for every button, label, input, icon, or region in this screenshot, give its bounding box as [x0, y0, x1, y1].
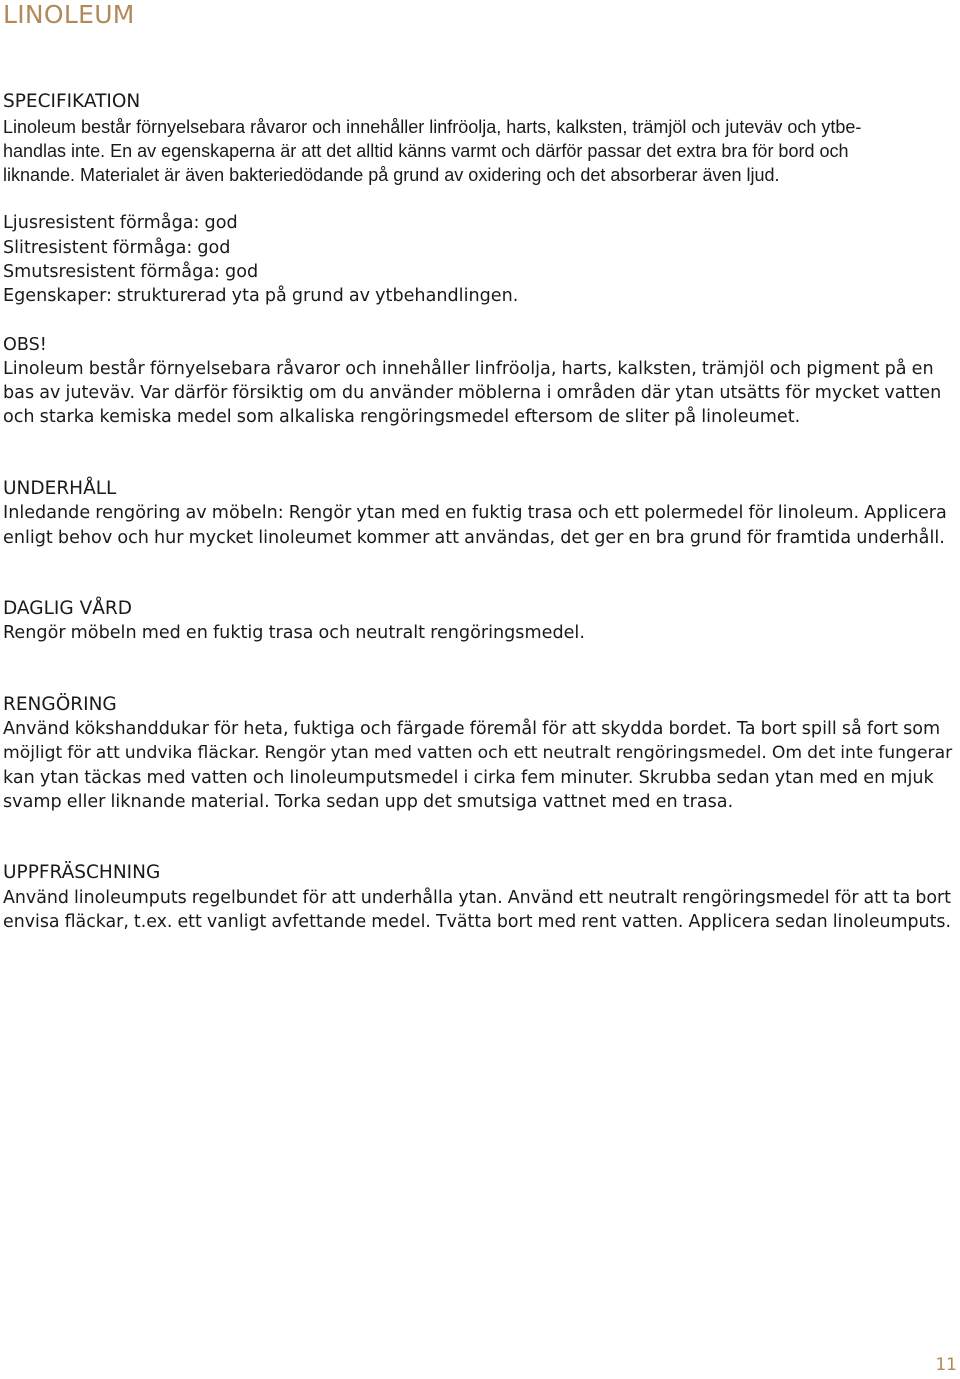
section-rengoring: [3, 693, 958, 815]
uppfraschning-line: Använd linoleumputs regelbundet för att underhålla ytan. Använd ett neutralt rengöringsmedel för att ta bort: [3, 887, 951, 908]
section-heading-underhall: UNDERHÅLL: [3, 477, 117, 499]
section-heading-daglig-vard: DAGLIG VÅRD: [3, 597, 132, 619]
uppfraschning-line: envisa fläckar, t.ex. ett vanligt avfettande medel. Tvätta bort med rent vatten. Applicera sedan linoleumputs.: [3, 912, 951, 933]
rengoring-line: möjligt för att undvika fläckar. Rengör ytan med vatten och ett neutralt rengöringsmedel. Om det inte fungerar: [3, 743, 953, 764]
property-light-resistance: Ljusresistent förmåga: god: [3, 213, 238, 234]
rengoring-text: [3, 717, 958, 814]
rengoring-line: Använd kökshanddukar för heta, fuktiga och färgade föremål för att skydda bordet. Ta bort spill så fort som: [3, 719, 941, 740]
document-content: [3, 90, 958, 934]
section-heading-rengoring: RENGÖRING: [3, 693, 117, 715]
page-number: 11: [935, 1355, 957, 1375]
rengoring-line: svamp eller liknande material. Torka sedan upp det smutsiga vattnet med en trasa.: [3, 792, 734, 813]
underhall-line: enligt behov och hur mycket linoleumet kommer att användas, det ger en bra grund för framtida underhåll.: [3, 527, 945, 548]
property-wear-resistance: Slitresistent förmåga: god: [3, 237, 231, 258]
property-dirt-resistance: Smutsresistent förmåga: god: [3, 261, 259, 282]
section-specifikation: [3, 90, 958, 430]
specifikation-intro: [3, 115, 958, 188]
section-underhall: [3, 477, 958, 550]
obs-label: OBS!: [3, 334, 47, 355]
section-heading-uppfraschning: UPPFRÄSCHNING: [3, 862, 161, 884]
specifikation-intro-line: Linoleum består förnyelsebara råvaror och innehåller linfröolja, harts, kalksten, trämjöl och juteväv och ytbe-: [3, 116, 862, 137]
specifikation-intro-line: handlas inte. En av egenskaperna är att det alltid känns varmt och därför passar det extra bra för bord och: [3, 140, 849, 161]
obs-line: och starka kemiska medel som alkaliska rengöringsmedel eftersom de sliter på linoleumet.: [3, 407, 801, 428]
daglig-vard-text: [3, 621, 958, 645]
specifikation-properties: [3, 211, 958, 308]
uppfraschning-text: [3, 886, 958, 935]
obs-note: [3, 333, 958, 430]
underhall-line: Inledande rengöring av möbeln: Rengör ytan med en fuktig trasa och ett polermedel för linoleum. Applicera: [3, 503, 947, 524]
property-characteristics: Egenskaper: strukturerad yta på grund av ytbehandlingen.: [3, 286, 519, 307]
section-uppfraschning: [3, 861, 958, 934]
section-heading-specifikation: SPECIFIKATION: [3, 91, 141, 112]
specifikation-intro-line: liknande. Materialet är även bakteriedödande på grund av oxidering och det absorberar även ljud.: [3, 165, 780, 186]
underhall-text: [3, 501, 958, 550]
daglig-vard-line: Rengör möbeln med en fuktig trasa och neutralt rengöringsmedel.: [3, 623, 585, 644]
obs-line: bas av juteväv. Var därför försiktig om du använder möblerna i områden där ytan utsätts för mycket vatten: [3, 383, 942, 404]
page-title: LINOLEUM: [3, 0, 135, 29]
section-daglig-vard: [3, 597, 958, 646]
rengoring-line: kan ytan täckas med vatten och linoleumputsmedel i cirka fem minuter. Skrubba sedan ytan med en mjuk: [3, 767, 934, 788]
obs-line: Linoleum består förnyelsebara råvaror och innehåller linfröolja, harts, kalksten, trämjöl och pigment på en: [3, 358, 934, 379]
